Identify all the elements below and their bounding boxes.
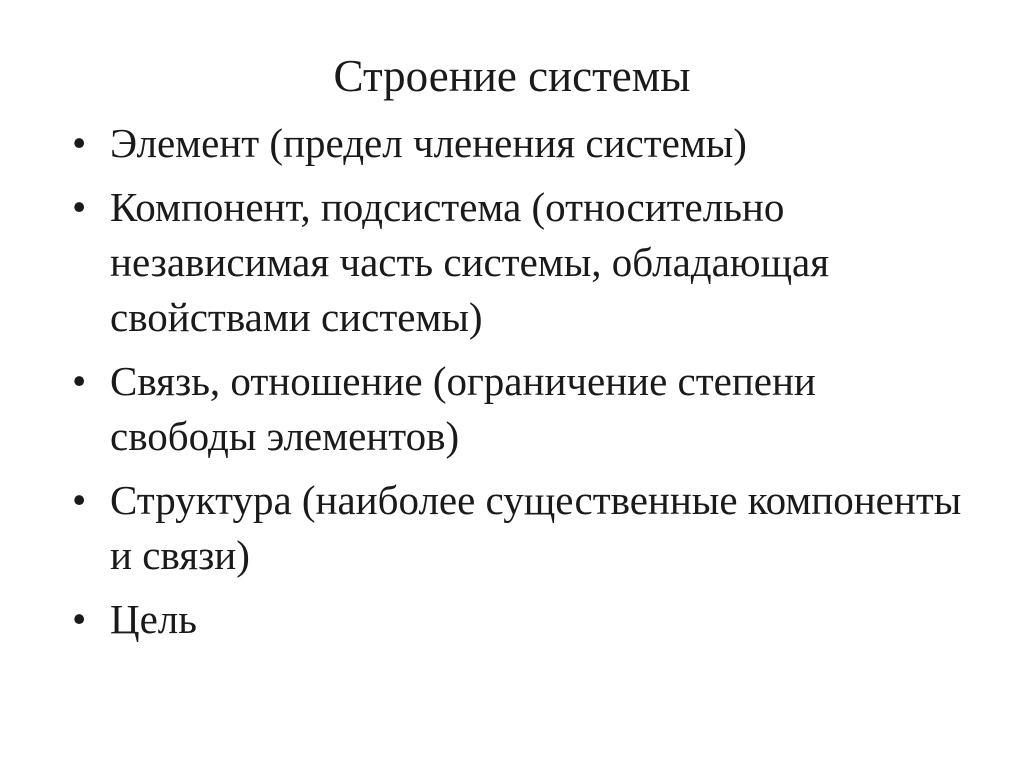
bullet-text: Компонент, подсистема (относительно независимая часть системы, обладающая свойствами системы) <box>110 184 830 340</box>
bullet-text: Цель <box>110 596 197 642</box>
bullet-icon: • <box>72 358 87 404</box>
slide-title: Строение системы <box>333 51 691 101</box>
bullet-icon: • <box>72 120 87 166</box>
bullet-list <box>72 116 972 656</box>
list-item <box>72 473 972 583</box>
bullet-text: Структура (наиболее существенные компоненты и связи) <box>110 477 962 578</box>
list-item <box>72 592 972 647</box>
list-item <box>72 180 972 345</box>
bullet-icon: • <box>72 596 87 642</box>
list-item <box>72 116 972 171</box>
bullet-text: Элемент (предел членения системы) <box>110 120 747 166</box>
list-item <box>72 354 972 464</box>
bullet-icon: • <box>72 477 87 523</box>
bullet-text: Связь, отношение (ограничение степени свободы элементов) <box>110 358 816 459</box>
bullet-icon: • <box>72 184 87 230</box>
